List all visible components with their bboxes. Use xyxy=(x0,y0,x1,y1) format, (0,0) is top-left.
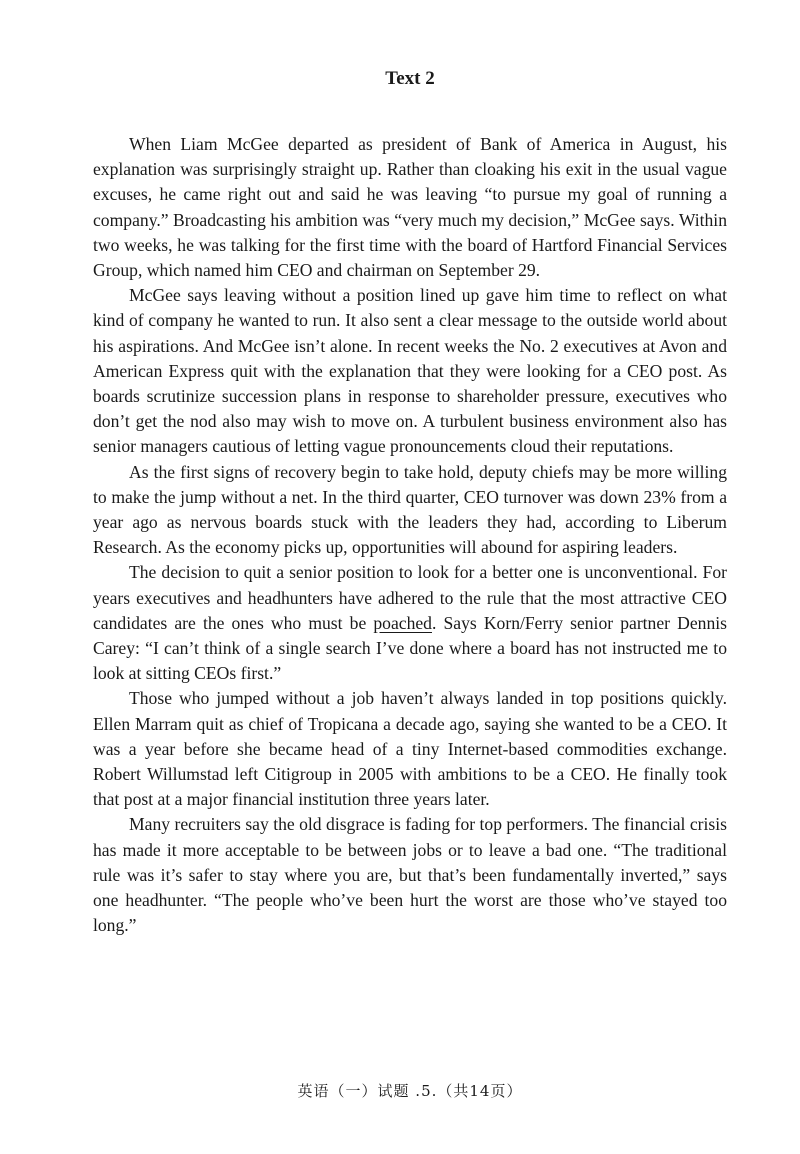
passage-body xyxy=(93,132,727,939)
paragraph-text: As the first signs of recovery begin to take hold, deputy chiefs may be more willing to make the jump without a net. In the third quarter, CEO turnover was down 23% from a year ago as nervous boards stuck with the leaders they had, according to Liberum Research. As the economy picks up, opportunities will abound for aspiring leaders. xyxy=(93,461,727,558)
paragraph-text: Many recruiters say the old disgrace is fading for top performers. The financial crisis has made it more acceptable to be between jobs or to leave a bad one. “The traditional rule was it’s safer to stay where you are, but that’s been fundamentally inverted,” says one headhunter. “The people who’ve been hurt the worst are those who’ve stayed too long.” xyxy=(93,814,727,936)
paragraph-2 xyxy=(93,283,727,459)
paragraph-1 xyxy=(93,132,727,283)
page-title: Text 2 xyxy=(385,68,435,89)
paragraph-text: When Liam McGee departed as president of Bank of America in August, his explanation was surprisingly straight up. Rather than cloaking his exit in the usual vague excuses, he came right out and said he was leaving “to pursue my goal of running a company.” Broadcasting his ambition was “very much my decision,” McGee says. Within two weeks, he was talking for the first time with the board of Hartford Financial Services Group, which named him CEO and chairman on September 29. xyxy=(93,134,727,281)
paragraph-5 xyxy=(93,686,727,812)
paragraph-3 xyxy=(93,460,727,561)
paragraph-text: . Says Korn/Ferry senior partner Dennis Carey: “I can’t think of a single search I’ve done where a board has not instructed me to look at sitting CEOs first.” xyxy=(93,612,727,684)
paragraph-text: The decision to quit a senior position to look for a better one is unconventional. For years executives and headhunters have adhered to the rule that the most attractive CEO candidates are the ones who must be xyxy=(93,562,727,633)
paragraph-text: Those who jumped without a job haven’t always landed in top positions quickly. Ellen Marram quit as chief of Tropicana a decade ago, saying she wanted to be a CEO. It was a year before she became head of a tiny Internet-based commodities exchange. Robert Willumstad left Citigroup in 2005 with ambitions to be a CEO. He finally took that post at a major financial institution three years later. xyxy=(93,688,727,810)
underlined-word: poached xyxy=(373,612,432,633)
paragraph-text: McGee says leaving without a position lined up gave him time to reflect on what kind of company he wanted to run. It also sent a clear message to the outside world about his aspirations. And McGee isn’t alone. In recent weeks the No. 2 executives at Avon and American Express quit with the explanation that they were looking for a CEO post. As boards scrutinize succession plans in response to shareholder pressure, executives who don’t get the nod also may wish to move on. A turbulent business environment also has senior managers cautious of letting vague pronouncements cloud their reputations. xyxy=(93,285,727,457)
paragraph-6 xyxy=(93,812,727,938)
paragraph-4 xyxy=(93,560,727,686)
page-footer: 英语（一）试题 .5.（共14页） xyxy=(297,1082,523,1100)
